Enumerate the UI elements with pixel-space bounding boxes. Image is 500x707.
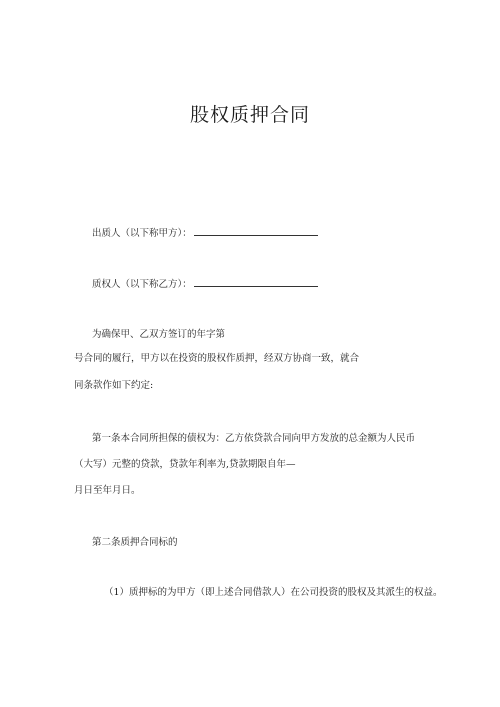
intro-line-2: 号合同的履行，甲方以在投资的股权作质押，经双方协商一致，就合 [74, 353, 360, 364]
article2-item-1: （1）质押标的为甲方（即上述合同借款人）在公司投资的股权及其派生的权益。 [104, 587, 443, 598]
article1-line-1: 第一条本合同所担保的债权为：乙方依贷款合同向甲方发放的总金额为人民币 [92, 433, 416, 444]
article2-heading: 第二条质押合同标的 [92, 537, 178, 548]
pledgee-blank [194, 278, 318, 287]
pledgee-label: 质权人（以下称乙方）： [92, 279, 192, 290]
intro-line-1: 为确保甲、乙双方签订的年字第 [92, 329, 226, 340]
article1-line-2: （大写）元整的贷款，贷款年利率为,贷款期限自年— [74, 459, 296, 470]
pledgor-blank [194, 227, 318, 236]
article1-line-3: 月日至年月日。 [74, 485, 141, 496]
pledgee-line [92, 278, 318, 291]
pledgor-label: 出质人（以下称甲方）： [92, 228, 192, 239]
document-title: 股权质押合同 [189, 104, 310, 126]
intro-line-3: 同条款作如下约定: [74, 380, 154, 391]
pledgor-line [92, 227, 318, 240]
